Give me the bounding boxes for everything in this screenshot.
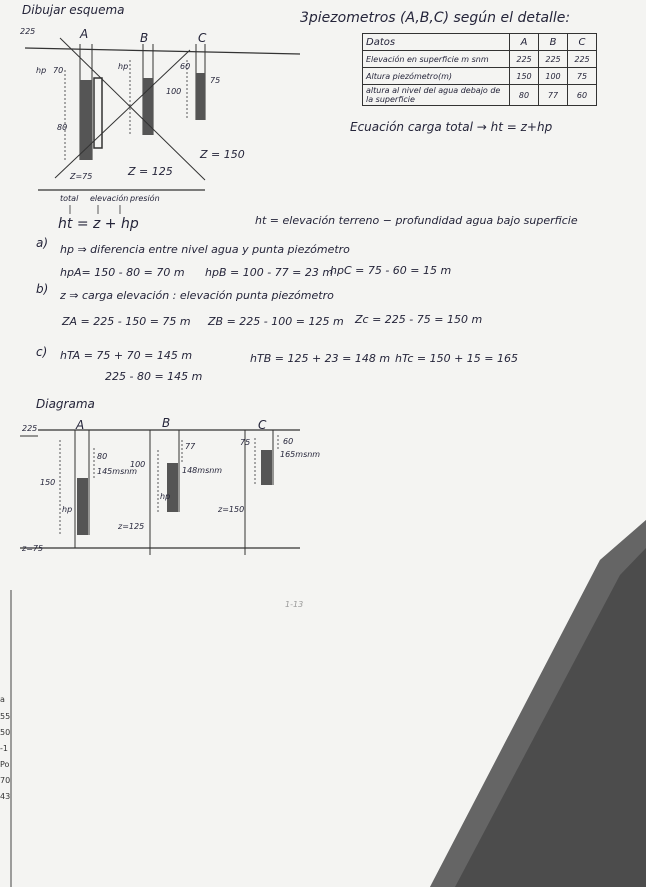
sketch1-label-a: A bbox=[80, 27, 89, 41]
row-value-a: 80 bbox=[510, 85, 539, 106]
table-row bbox=[363, 68, 597, 85]
margin-fragment: -1 bbox=[0, 744, 8, 753]
table-header-a: A bbox=[510, 34, 539, 51]
sketch1-75: 75 bbox=[210, 76, 221, 85]
sketch1-z-b: Z = 125 bbox=[128, 165, 173, 178]
diagram-c-note: 165msnm bbox=[280, 450, 321, 459]
sketch1-80: 80 bbox=[57, 123, 68, 132]
table-header-row bbox=[363, 34, 597, 51]
row-value-b: 225 bbox=[539, 51, 568, 68]
diagram-datum: 225 bbox=[22, 424, 38, 433]
row-label: Altura piezómetro(m) bbox=[363, 68, 510, 85]
part-b-za: ZA = 225 - 150 = 75 m bbox=[62, 315, 191, 328]
diagram-label-a: A bbox=[76, 418, 85, 432]
margin-fragment: a bbox=[0, 695, 5, 704]
sketch1-z-c: Z = 150 bbox=[200, 148, 245, 161]
note-total: total bbox=[60, 194, 79, 203]
diagram-b-note: 148msnm bbox=[182, 466, 223, 475]
sketch1-ground-line bbox=[25, 48, 300, 54]
part-c-htc: hTc = 150 + 15 = 165 bbox=[395, 352, 518, 365]
row-label: altura al nivel del agua debajo de la superficie bbox=[363, 85, 510, 106]
part-c-hta: hTA = 75 + 70 = 145 m bbox=[60, 349, 193, 362]
diagram-c-75: 75 bbox=[240, 438, 251, 447]
data-table bbox=[362, 33, 597, 106]
sketch1-hp-label: hp bbox=[36, 66, 47, 75]
datum-label: 225 bbox=[20, 27, 36, 36]
part-a-hpc: hpC = 75 - 60 = 15 m bbox=[330, 264, 452, 277]
part-a-hpb: hpB = 100 - 77 = 23 m bbox=[205, 266, 334, 279]
row-value-b: 100 bbox=[539, 68, 568, 85]
diagram-water-a bbox=[77, 478, 88, 535]
part-b-title: z ⇒ carga elevación : elevación punta piezómetro bbox=[60, 289, 334, 302]
row-value-b: 77 bbox=[539, 85, 568, 106]
sketch1-hp-b: hp bbox=[118, 62, 129, 71]
diagram-a-80: 80 bbox=[97, 452, 108, 461]
sketch1-label-c: C bbox=[198, 31, 207, 45]
row-value-c: 225 bbox=[568, 51, 597, 68]
part-b-zb: ZB = 225 - 100 = 125 m bbox=[208, 315, 344, 328]
diagram-b-z: z=125 bbox=[118, 522, 145, 531]
row-value-a: 225 bbox=[510, 51, 539, 68]
part-b-label: b) bbox=[36, 282, 49, 296]
table-header-b: B bbox=[539, 34, 568, 51]
diagram-b-100: 100 bbox=[130, 460, 146, 469]
margin-fragment: Po bbox=[0, 760, 10, 769]
sketch1-60: 60 bbox=[180, 62, 191, 71]
margin-fragment: 55 bbox=[0, 712, 11, 721]
page-number: 1-13 bbox=[285, 600, 304, 609]
note-elevacion: elevación bbox=[90, 194, 129, 203]
diagram-b-hp: hp bbox=[160, 492, 171, 501]
table-row bbox=[363, 85, 597, 106]
ht-formula: ht = z + hp bbox=[58, 216, 139, 232]
sketch1-water-c bbox=[196, 73, 205, 120]
row-label: Elevación en superficie m snm bbox=[363, 51, 510, 68]
diagram-label-b: B bbox=[162, 416, 171, 430]
table-row bbox=[363, 51, 597, 68]
diagram-water-c bbox=[261, 450, 272, 485]
diagram-a-hp: hp bbox=[62, 505, 73, 514]
part-b-zc: Zc = 225 - 75 = 150 m bbox=[355, 313, 483, 326]
row-value-c: 75 bbox=[568, 68, 597, 85]
diagram-c-60: 60 bbox=[283, 437, 294, 446]
margin-fragment: 50 bbox=[0, 728, 11, 737]
diagram-label-c: C bbox=[258, 418, 267, 432]
carga-total-equation: Ecuación carga total → ht = z+hp bbox=[350, 120, 553, 134]
sketch1-100: 100 bbox=[166, 87, 182, 96]
table-header-datos: Datos bbox=[363, 34, 510, 51]
diagram-a-note: 145msnm bbox=[97, 467, 138, 476]
table-header-c: C bbox=[568, 34, 597, 51]
diagram-b-77: 77 bbox=[185, 442, 196, 451]
row-value-c: 60 bbox=[568, 85, 597, 106]
sketch-title: Dibujar esquema bbox=[22, 3, 125, 17]
diagram-title: Diagrama bbox=[36, 397, 95, 411]
part-a-title: hp ⇒ diferencia entre nivel agua y punta piezómetro bbox=[60, 243, 350, 256]
diagram-water-b bbox=[167, 463, 178, 512]
sketch1-hp-a: 70 bbox=[53, 66, 64, 75]
part-c-htb: hTB = 125 + 23 = 148 m bbox=[250, 352, 391, 365]
part-a-label: a) bbox=[36, 236, 49, 250]
sketch1-z-a: Z=75 bbox=[70, 172, 93, 181]
diagram-a-150: 150 bbox=[40, 478, 56, 487]
margin-fragment: 70 bbox=[0, 776, 11, 785]
ht-definition: ht = elevación terreno − profundidad agua bajo superficie bbox=[255, 214, 578, 227]
note-presion: presión bbox=[130, 194, 160, 203]
margin-fragment: 43 bbox=[0, 792, 11, 801]
problem-statement: 3piezometros (A,B,C) según el detalle: bbox=[300, 10, 571, 26]
diagram-bottom-z: z=75 bbox=[22, 544, 44, 553]
row-value-a: 150 bbox=[510, 68, 539, 85]
part-c-label: c) bbox=[36, 345, 48, 359]
sketch1-label-b: B bbox=[140, 31, 149, 45]
part-c-hta-check: 225 - 80 = 145 m bbox=[105, 370, 203, 383]
diagram-c-z: z=150 bbox=[218, 505, 245, 514]
part-a-hpa: hpA= 150 - 80 = 70 m bbox=[60, 266, 185, 279]
